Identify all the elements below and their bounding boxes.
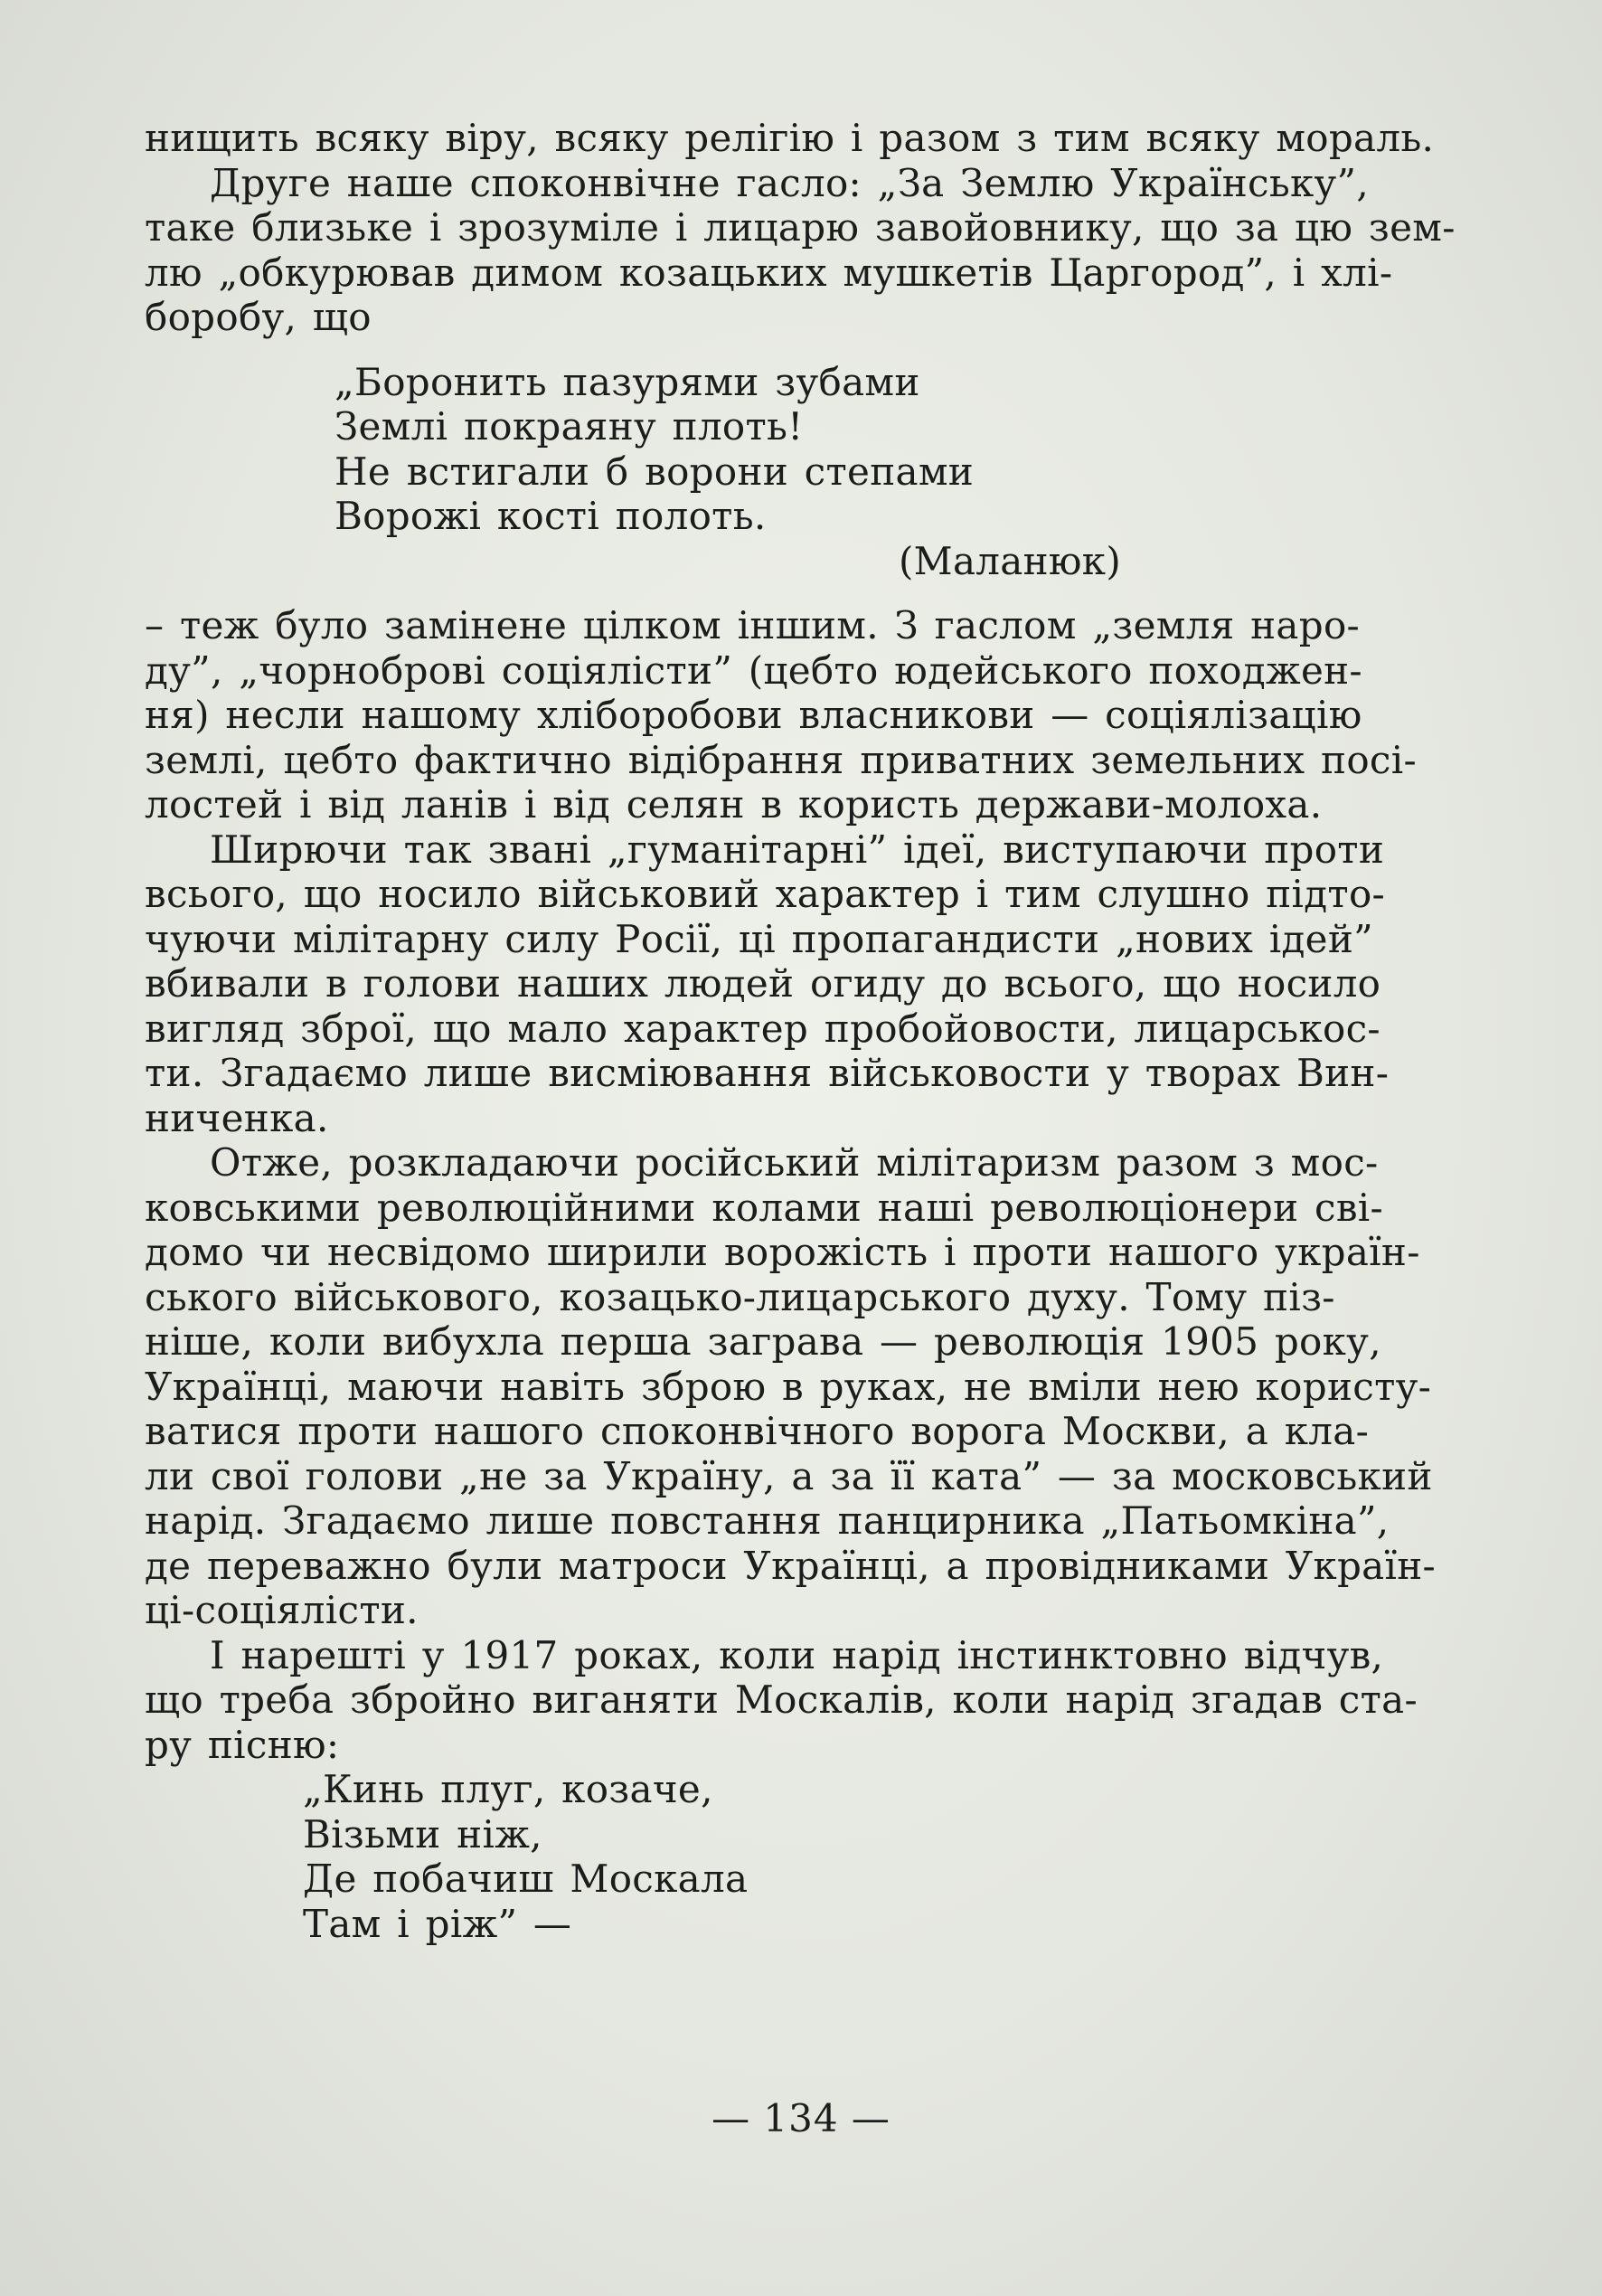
text-line: ти. Згадаємо лише висміювання військовости у творах Вин- [145, 1051, 1390, 1095]
text-line: ли свої голови „не за Україну, а за її ката” — за московський [145, 1453, 1433, 1498]
text-line: всього, що носило військовий характер і тим слушно підто- [145, 872, 1386, 916]
text-line: Отже, розкладаючи російський мілітаризм разом з мос- [210, 1140, 1379, 1185]
text-line: ниченка. [145, 1095, 329, 1140]
text-line: ніше, коли вибухла перша заграва — революція 1905 року, [145, 1319, 1381, 1364]
poem-line: Ворожі кості полоть. [335, 494, 767, 538]
poem-malaniuk [145, 360, 1483, 584]
text-line: лостей і від ланів і від селян в користь держави-молоха. [145, 782, 1323, 827]
poem-line: „Боронить пазурями зубами [335, 359, 920, 404]
text-line: І нарешті у 1917 роках, коли нарід інстинктовно відчув, [210, 1632, 1384, 1677]
text-line: нарід. Згадаємо лише повстання панцирника „Патьомкіна”, [145, 1498, 1390, 1543]
text-line: ковськими революційними колами наші революціонери сві- [145, 1185, 1384, 1230]
text-line: вбивали в голови наших людей огиду до всього, що носило [145, 961, 1381, 1006]
text-line: домо чи несвідомо ширили ворожість і проти нашого україн- [145, 1230, 1420, 1274]
text-line: що треба збройно виганяти Москалів, коли нарід згадав ста- [145, 1677, 1418, 1722]
poem-line: „Кинь плуг, козаче, [303, 1767, 713, 1811]
text-line: Ширючи так звані „гуманітарні” ідеї, виступаючи проти [210, 827, 1385, 872]
text-line: ватися проти нашого споконвічного ворога Москви, а кла- [145, 1409, 1370, 1453]
text-line: де переважно були матроси Українці, а провідниками Україн- [145, 1543, 1437, 1588]
text-line: ського військового, козацько-лицарського духу. Тому піз- [145, 1274, 1335, 1319]
text-line: нищить всяку віру, всяку релігію і разом з тим всяку мораль. [145, 116, 1435, 160]
poem-song [145, 1767, 1483, 1946]
page-number: — 134 — [711, 2096, 891, 2140]
poem-line: Де побачиш Москала [303, 1857, 749, 1901]
text-line: боробу, що [145, 295, 372, 339]
text-line: Українці, маючи навіть зброю в руках, не вміли нею користу- [145, 1364, 1432, 1409]
text-line: лю „обкурював димом козацьких мушкетів Царгород”, і хлі- [145, 250, 1393, 295]
poem-line: Візьми ніж, [303, 1811, 542, 1857]
text-line: ру пісню: [145, 1722, 340, 1767]
page-text [145, 116, 1483, 1946]
text-line: – теж було замінене цілком іншим. З гаслом „земля наро- [145, 603, 1361, 647]
text-line: таке близьке і зрозуміле і лицарю завойовнику, що за цю зем- [145, 205, 1456, 250]
text-line: чуючи мілітарну силу Росії, ці пропагандисти „нових ідей” [145, 916, 1373, 961]
poem-line: Не встигали б ворони степами [335, 449, 975, 494]
text-line: вигляд зброї, що мало характер пробойовости, лицарськос- [145, 1006, 1381, 1051]
poem-line: Там і ріж” — [303, 1901, 572, 1946]
text-line: землі, цебто фактично відібрання приватних земельних посі- [145, 737, 1417, 782]
text-line: ня) несли нашому хліборобови власникови — соціялізацію [145, 693, 1362, 737]
text-line: Друге наше споконвічне гасло: „За Землю Українську”, [210, 160, 1369, 205]
poem-author: (Маланюк) [898, 538, 1121, 583]
text-line: ду”, „чорноброві соціялісти” (цебто юдейського походжен- [145, 647, 1362, 693]
text-line: ці-соціялісти. [145, 1588, 419, 1632]
poem-line: Землі покраяну плоть! [335, 404, 804, 449]
